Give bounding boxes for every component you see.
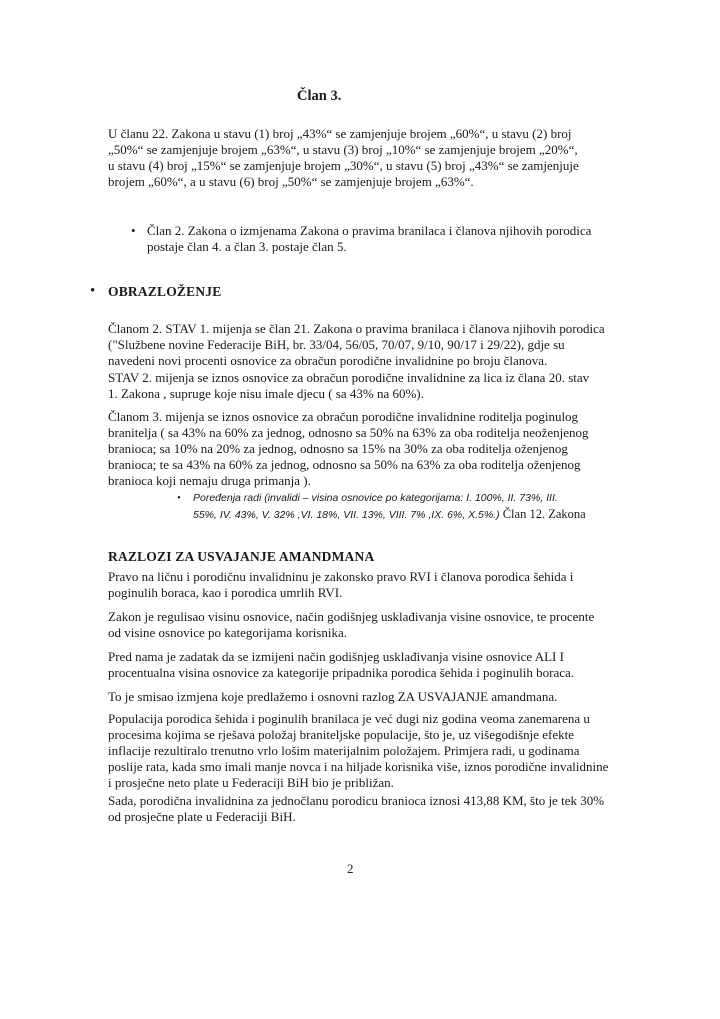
article-title: Član 3. [297, 88, 342, 104]
text-line: Populacija porodica šehida i poginulih branilaca je već dugi niz godina veoma zanemarena u [108, 711, 590, 726]
obrazlozenje-paragraph-3 [108, 409, 608, 489]
text-line: inflacije rezultiralo trenutno vrlo lošim materijalnim položajem. Primjera radi, u godinama [108, 743, 580, 758]
razlozi-paragraph-1 [108, 569, 608, 601]
text-line: Pravo na ličnu i porodičnu invalidninu je zakonsko pravo RVI i članova porodica šehida i [108, 569, 574, 584]
text-line: Pred nama je zadatak da se izmijeni način godišnjeg usklađivanja visine osnovice ALI I [108, 649, 564, 664]
text-line: Članom 3. mijenja se iznos osnovice za obračun porodične invalidnine roditelja poginulog [108, 409, 579, 424]
razlozi-paragraph-4 [108, 689, 608, 705]
text-line: To je smisao izmjena koje predlažemo i osnovni razlog ZA USVAJANJE amandmana. [108, 689, 558, 704]
text-line: branioca koji nemaju druga primanja ). [108, 473, 311, 488]
razlozi-paragraph-6 [108, 793, 608, 825]
text-line: poslije rata, kada smo imali manje novca i na hiljade korisnika više, iznos porodične invalidnine [108, 759, 609, 774]
page-number: 2 [347, 861, 354, 876]
text-line: procesima kojima se rješava položaj braniteljske populacije, što je, uz višegodišnje efekte [108, 727, 575, 742]
text-line: U članu 22. Zakona u stavu (1) broj „43%“ se zamjenjuje brojem „60%“, u stavu (2) broj [108, 126, 572, 141]
text-line: postaje član 4. a član 3. postaje član 5. [147, 239, 347, 254]
text-line: „50%“ se zamjenjuje brojem „63%“, u stavu (3) broj „10%“ se zamjenjuje brojem „20%“, [108, 142, 578, 157]
text-line: branioca; te sa 43% na 60% za jednog, odnosno sa 50% na 63% za oba roditelja oženjenog [108, 457, 581, 472]
note-text: 55%, IV. 43%, V. 32% ,VI. 18%, VII. 13%, VIII. 7% ,IX. 6%, X.5%.) [193, 509, 500, 521]
text-line: branitelja ( sa 43% na 60% za jednog, odnosno sa 50% na 63% za oba roditelja neoženjenog [108, 425, 589, 440]
note-line-2 [193, 506, 613, 523]
text-line: STAV 2. mijenja se iznos osnovice za obračun porodične invalidnine za lica iz člana 20. stav [108, 370, 590, 385]
note-reference: Član 12. Zakona [499, 507, 586, 521]
text-line: 1. Zakona , supruge koje nisu imale djecu ( sa 43% na 60%). [108, 386, 424, 401]
razlozi-paragraph-2 [108, 609, 608, 641]
text-line: branioca; sa 10% na 20% za jednog, odnosno sa 15% na 30% za oba roditelja oženjenog [108, 441, 568, 456]
comparison-note [193, 490, 613, 523]
text-line: u stavu (4) broj „15%“ se zamjenjuje brojem „30%“, u stavu (5) broj „43%“ se zamjenjuje [108, 158, 579, 173]
bullet-item-clan2 [147, 223, 617, 255]
text-line: od prosječne plate u Federaciji BiH. [108, 809, 296, 824]
bullet-icon: • [131, 223, 136, 238]
text-line: procentualna visina osnovice za kategorije pripadnika porodica šehida i poginulih boraca. [108, 665, 575, 680]
text-line: navedeni novi procenti osnovice za obračun porodične invalidnine po broju članova. [108, 353, 548, 368]
text-line: ("Službene novine Federacije BiH, br. 33/04, 56/05, 70/07, 9/10, 90/17 i 29/22), gdje su [108, 337, 565, 352]
note-line: Poređenja radi (invalidi – visina osnovice po kategorijama: I. 100%, II. 73%, III. [193, 492, 558, 504]
text-line: od visine osnovice po kategorijama korisnika. [108, 625, 348, 640]
text-line: Član 2. Zakona o izmjenama Zakona o pravima branilaca i članova njihovih porodica [147, 223, 592, 238]
text-line: brojem „60%“, a u stavu (6) broj „50%“ se zamjenjuje brojem „63%“. [108, 174, 474, 189]
bullet-icon: • [90, 283, 96, 299]
text-line: poginulih boraca, kao i porodica umrlih RVI. [108, 585, 343, 600]
text-line: i prosječne neto plate u Federaciji BiH bio je približan. [108, 775, 394, 790]
section-heading-razlozi: RAZLOZI ZA USVAJANJE AMANDMANA [108, 549, 375, 564]
bullet-icon: • [177, 492, 181, 504]
razlozi-paragraph-5 [108, 711, 608, 791]
razlozi-paragraph-3 [108, 649, 608, 681]
text-line: Zakon je regulisao visinu osnovice, način godišnjeg usklađivanja visine osnovice, te procente [108, 609, 595, 624]
amendment-paragraph [108, 126, 605, 190]
text-line: Članom 2. STAV 1. mijenja se član 21. Zakona o pravima branilaca i članova njihovih porodica [108, 321, 605, 336]
section-heading-obrazlozenje: OBRAZLOŽENJE [108, 284, 222, 299]
obrazlozenje-paragraph-1 [108, 321, 608, 369]
text-line: Sada, porodična invalidnina za jednočlanu porodicu branioca iznosi 413,88 KM, što je tek 30% [108, 793, 605, 808]
obrazlozenje-paragraph-2 [108, 370, 608, 402]
